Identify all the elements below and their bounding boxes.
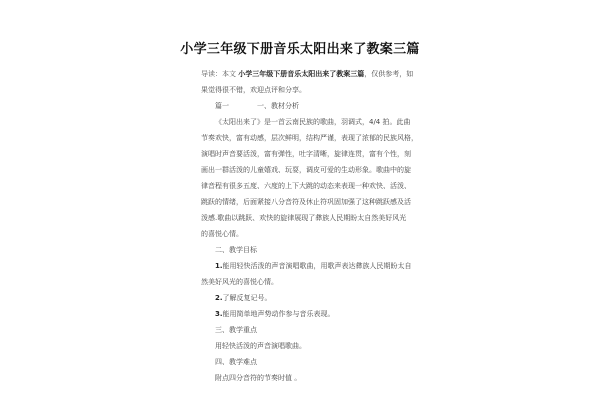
goal-3-number: 3. — [215, 310, 223, 318]
goal-3-text: 能用简单地声势动作参与音乐表现。 — [222, 310, 335, 318]
goal-2 — [201, 290, 411, 306]
analysis-line: 演唱时声音要活泼，富有弹性，吐字清晰，旋律连贯，富有个性，刻 — [201, 150, 411, 158]
analysis-line: 节奏欢快，富有动感，层次鲜明，结构严谨，表现了浓郁的民族风格， — [201, 134, 418, 142]
goal-1-line-1 — [201, 258, 411, 274]
goal-2-number: 2. — [215, 294, 223, 302]
lead-title-bold: 小学三年级下册音乐太阳出来了教案三篇 — [238, 70, 365, 78]
goal-2-text: 了解反复记号。 — [222, 294, 272, 302]
section-3-heading: 三、教学重点 — [215, 326, 257, 334]
lead-label: 导读：本文 — [201, 70, 236, 78]
analysis-line: 泼感.歌曲以跳跃、欢快的旋律展现了彝族人民期盼太自然美好风光 — [201, 214, 407, 222]
piece-heading — [201, 98, 411, 114]
document-body — [201, 66, 418, 386]
section-2-heading: 二、教学目标 — [215, 246, 257, 254]
goal-1-number: 1. — [215, 262, 223, 270]
document-title: 小学三年级下册音乐太阳出来了教案三篇 — [180, 42, 420, 57]
section-1-heading: 一、教材分析 — [257, 102, 299, 110]
goal-1-text: 能用轻快活泼的声音演唱歌曲，用歌声表达彝族人民期盼太自 — [222, 262, 412, 270]
section-4-heading: 四、教学难点 — [215, 358, 257, 366]
analysis-line: 画出一群活泼的儿童嬉戏、玩耍，调皮可爱的生动形象。歌曲中的旋 — [201, 166, 411, 174]
analysis-line: 《太阳出来了》是一首云南民族的歌曲，羽调式，4/4 拍。此曲 — [215, 118, 411, 126]
goal-3 — [201, 306, 411, 322]
lead-line-2: 果觉得很不错，欢迎点评和分享。 — [201, 86, 306, 94]
piece-label: 篇一 — [215, 102, 229, 110]
lead-line-1 — [201, 66, 414, 82]
analysis-line: 跳跃的情绪，后面紧接八分音符及休止符巩固加强了这种跳跃感及活 — [201, 198, 411, 206]
section-3-text: 用轻快活泼的声音演唱歌曲。 — [215, 342, 306, 350]
analysis-line: 的喜悦心情。 — [201, 230, 243, 238]
analysis-line: 律音程有很多五度、六度的上下大跳的动态来表现一种欢快、活泼、 — [201, 182, 411, 190]
lead-rest: ，仅供参考，如 — [364, 70, 414, 78]
section-4-text: 附点四分音符的节奏时值 。 — [215, 374, 302, 382]
goal-1-line-2: 然美好风光的喜悦心情。 — [201, 278, 278, 286]
